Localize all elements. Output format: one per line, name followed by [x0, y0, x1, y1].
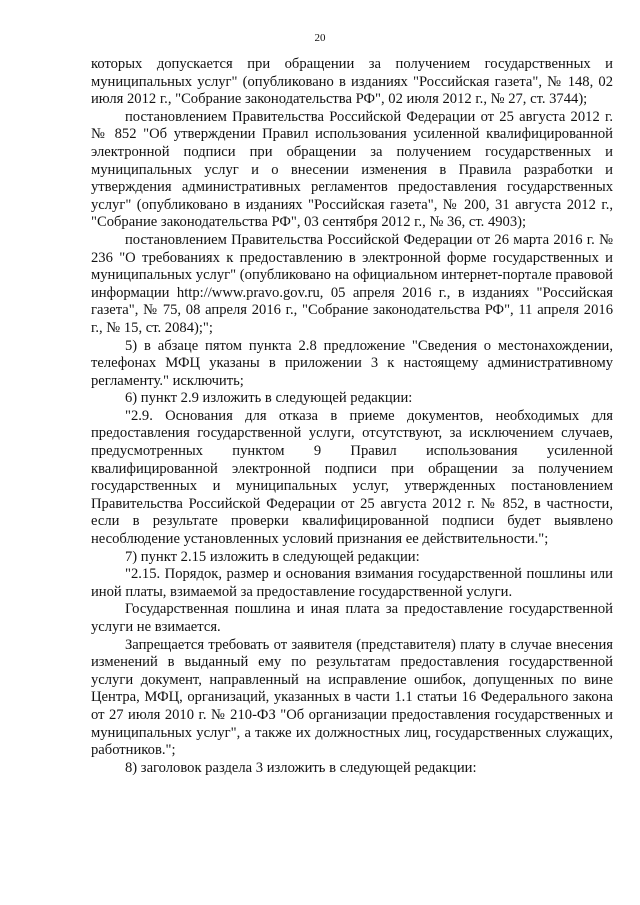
paragraph-continuation: которых допускается при обращении за получением государственных и муниципальных услуг" (опубликовано в изданиях "Российская газета", № 148, 02 июля 2012 г., "Собрание законодательства РФ", 02 июля 2012 г., № 27, ст. 3744); [91, 56, 613, 108]
paragraph-clause-2-15: "2.15. Порядок, размер и основания взимания государственной пошлины или иной платы, взимаемой за предоставление государственной услуги. [91, 566, 613, 600]
paragraph-fee-not-charged: Государственная пошлина и иная плата за предоставление государственной услуги не взимается. [91, 601, 613, 635]
paragraph-item-5: 5) в абзаце пятом пункта 2.8 предложение "Сведения о местонахождении, телефонах МФЦ указаны в приложении 3 к настоящему административному регламенту." исключить; [91, 337, 613, 389]
paragraph-clause-2-9: "2.9. Основания для отказа в приеме документов, необходимых для предоставления государственной услуги, отсутствуют, за исключением случаев, предусмотренных пунктом 9 Правил использования усиленной квалифицированной электронной подписи при обращении за получением государственных и муниципальных услуг, утвержденных постановлением Правительства Российской Федерации от 25 августа 2012 г. № 852, в частности, если в результате проверки квалифицированной подписи будет выявлено несоблюдение установленных условий признания ее действительности."; [91, 407, 613, 548]
document-body [91, 56, 613, 777]
paragraph-fee-prohibited: Запрещается требовать от заявителя (представителя) плату в случае внесения изменений в выданный ему по результатам предоставления государственной услуги документ, направленный на исправление ошибок, допущенных по вине Центра, МФЦ, организаций, указанных в части 1.1 статьи 16 Федерального закона от 27 июля 2010 г. № 210-ФЗ "Об организации предоставления государственных и муниципальных услуг", а также их должностных лиц, государственных служащих, работников."; [91, 636, 613, 759]
paragraph-item-6: 6) пункт 2.9 изложить в следующей редакции: [125, 390, 413, 407]
paragraph-resolution-852: постановлением Правительства Российской Федерации от 25 августа 2012 г. № 852 "Об утверждении Правил использования усиленной квалифицированной электронной подписи при обращении за получением государственных и муниципальных услуг и о внесении изменения в Правила разработки и утверждения административных регламентов предоставления государственных услуг" (опубликовано в изданиях "Российская газета", № 200, 31 августа 2012 г., "Собрание законодательства РФ", 03 сентября 2012 г., № 36, ст. 4903); [91, 108, 613, 231]
paragraph-item-7: 7) пункт 2.15 изложить в следующей редакции: [125, 548, 420, 565]
paragraph-resolution-236: постановлением Правительства Российской Федерации от 26 марта 2016 г. № 236 "О требованиях к предоставлению в электронной форме государственных и муниципальных услуг" (опубликовано на официальном интернет-портале правовой информации http://www.pravo.gov.ru, 05 апреля 2016 г., в изданиях "Российская газета", № 75, 08 апреля 2016 г., "Собрание законодательства РФ", 11 апреля 2016 г., № 15, ст. 2084);"; [91, 231, 613, 336]
paragraph-item-8: 8) заголовок раздела 3 изложить в следующей редакции: [125, 759, 477, 776]
page-number: 20 [314, 32, 326, 44]
